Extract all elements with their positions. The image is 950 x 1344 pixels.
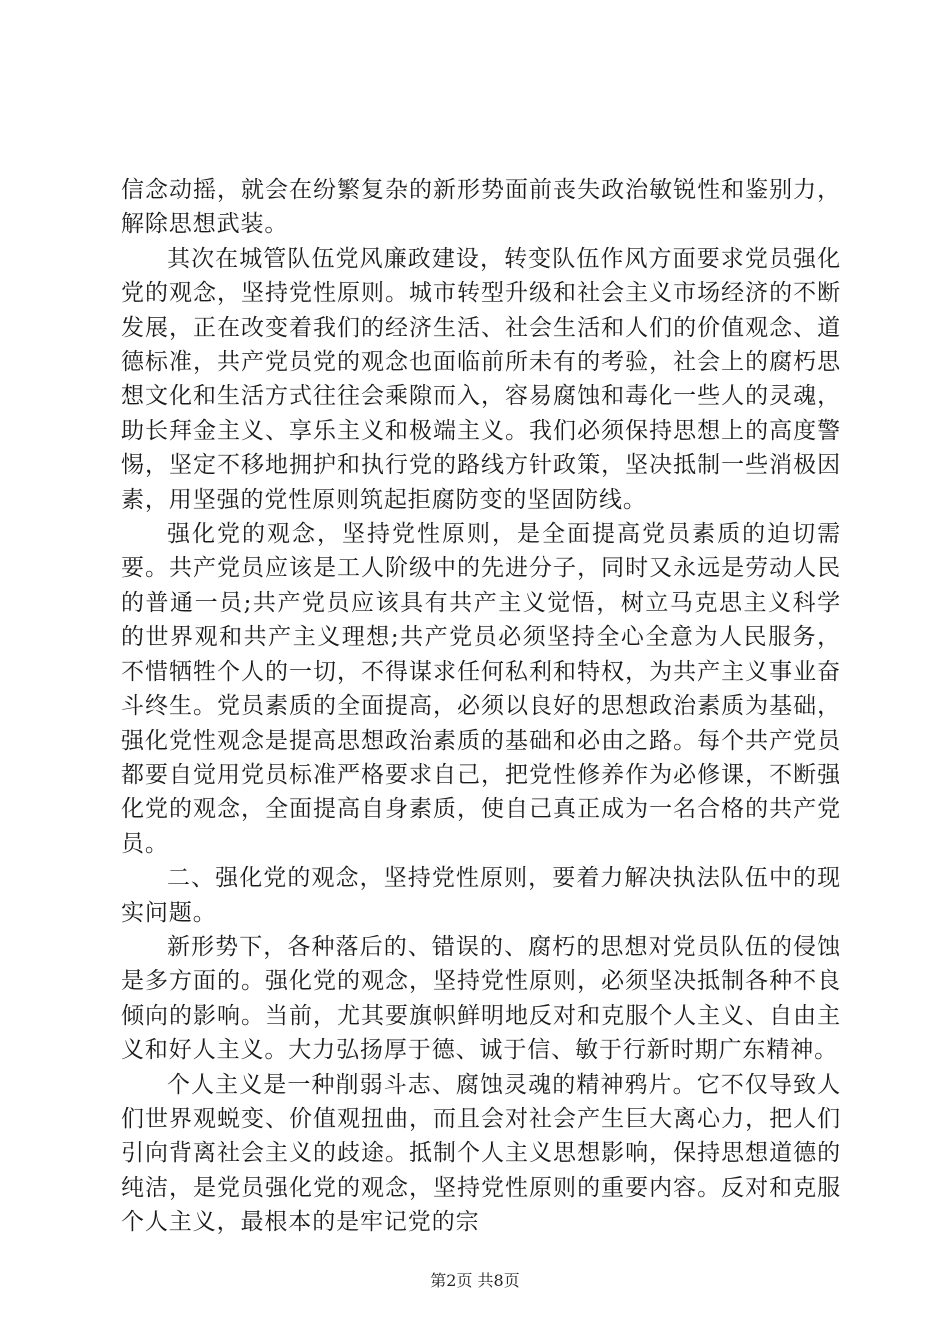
paragraph-continuation: 信念动摇，就会在纷繁复杂的新形势面前丧失政治敏锐性和鉴别力，解除思想武装。 bbox=[121, 177, 841, 238]
page-footer: 第2页 共8页 bbox=[430, 1271, 520, 1290]
paragraph: 其次在城管队伍党风廉政建设，转变队伍作风方面要求党员强化党的观念，坚持党性原则。城市转型升级和社会主义市场经济的不断发展，正在改变着我们的经济生活、社会生活和人们的价值观念、道德标准，共产党员党的观念也面临前所未有的考验，社会上的腐朽思想文化和生活方式往往会乘隙而入，容易腐蚀和毒化一些人的灵魂，助长拜金主义、享乐主义和极端主义。我们必须保持思想上的高度警惕，坚定不移地拥护和执行党的路线方针政策，坚决抵制一些消极因素，用坚强的党性原则筑起拒腐防变的坚固防线。 bbox=[121, 245, 841, 513]
document-body bbox=[121, 173, 841, 1240]
section-heading: 二、强化党的观念，坚持党性原则，要着力解决执法队伍中的现实问题。 bbox=[121, 865, 841, 926]
paragraph: 个人主义是一种削弱斗志、腐蚀灵魂的精神鸦片。它不仅导致人们世界观蜕变、价值观扭曲，而且会对社会产生巨大离心力，把人们引向背离社会主义的歧途。抵制个人主义思想影响，保持思想道德的纯洁，是党员强化党的观念，坚持党性原则的重要内容。反对和克服个人主义，最根本的是牢记党的宗 bbox=[121, 1071, 841, 1236]
paragraph: 强化党的观念，坚持党性原则，是全面提高党员素质的迫切需要。共产党员应该是工人阶级中的先进分子，同时又永远是劳动人民的普通一员;共产党员应该具有共产主义觉悟，树立马克思主义科学的世界观和共产主义理想;共产党员必须坚持全心全意为人民服务，不惜牺牲个人的一切，不得谋求任何私利和特权，为共产主义事业奋斗终生。党员素质的全面提高，必须以良好的思想政治素质为基础，强化党性观念是提高思想政治素质的基础和必由之路。每个共产党员都要自觉用党员标准严格要求自己，把党性修养作为必修课，不断强化党的观念，全面提高自身素质，使自己真正成为一名合格的共产党员。 bbox=[121, 521, 841, 857]
paragraph: 新形势下，各种落后的、错误的、腐朽的思想对党员队伍的侵蚀是多方面的。强化党的观念，坚持党性原则，必须坚决抵制各种不良倾向的影响。当前，尤其要旗帜鲜明地反对和克服个人主义、自由主义和好人主义。大力弘扬厚于德、诚于信、敏于行新时期广东精神。 bbox=[121, 933, 841, 1064]
